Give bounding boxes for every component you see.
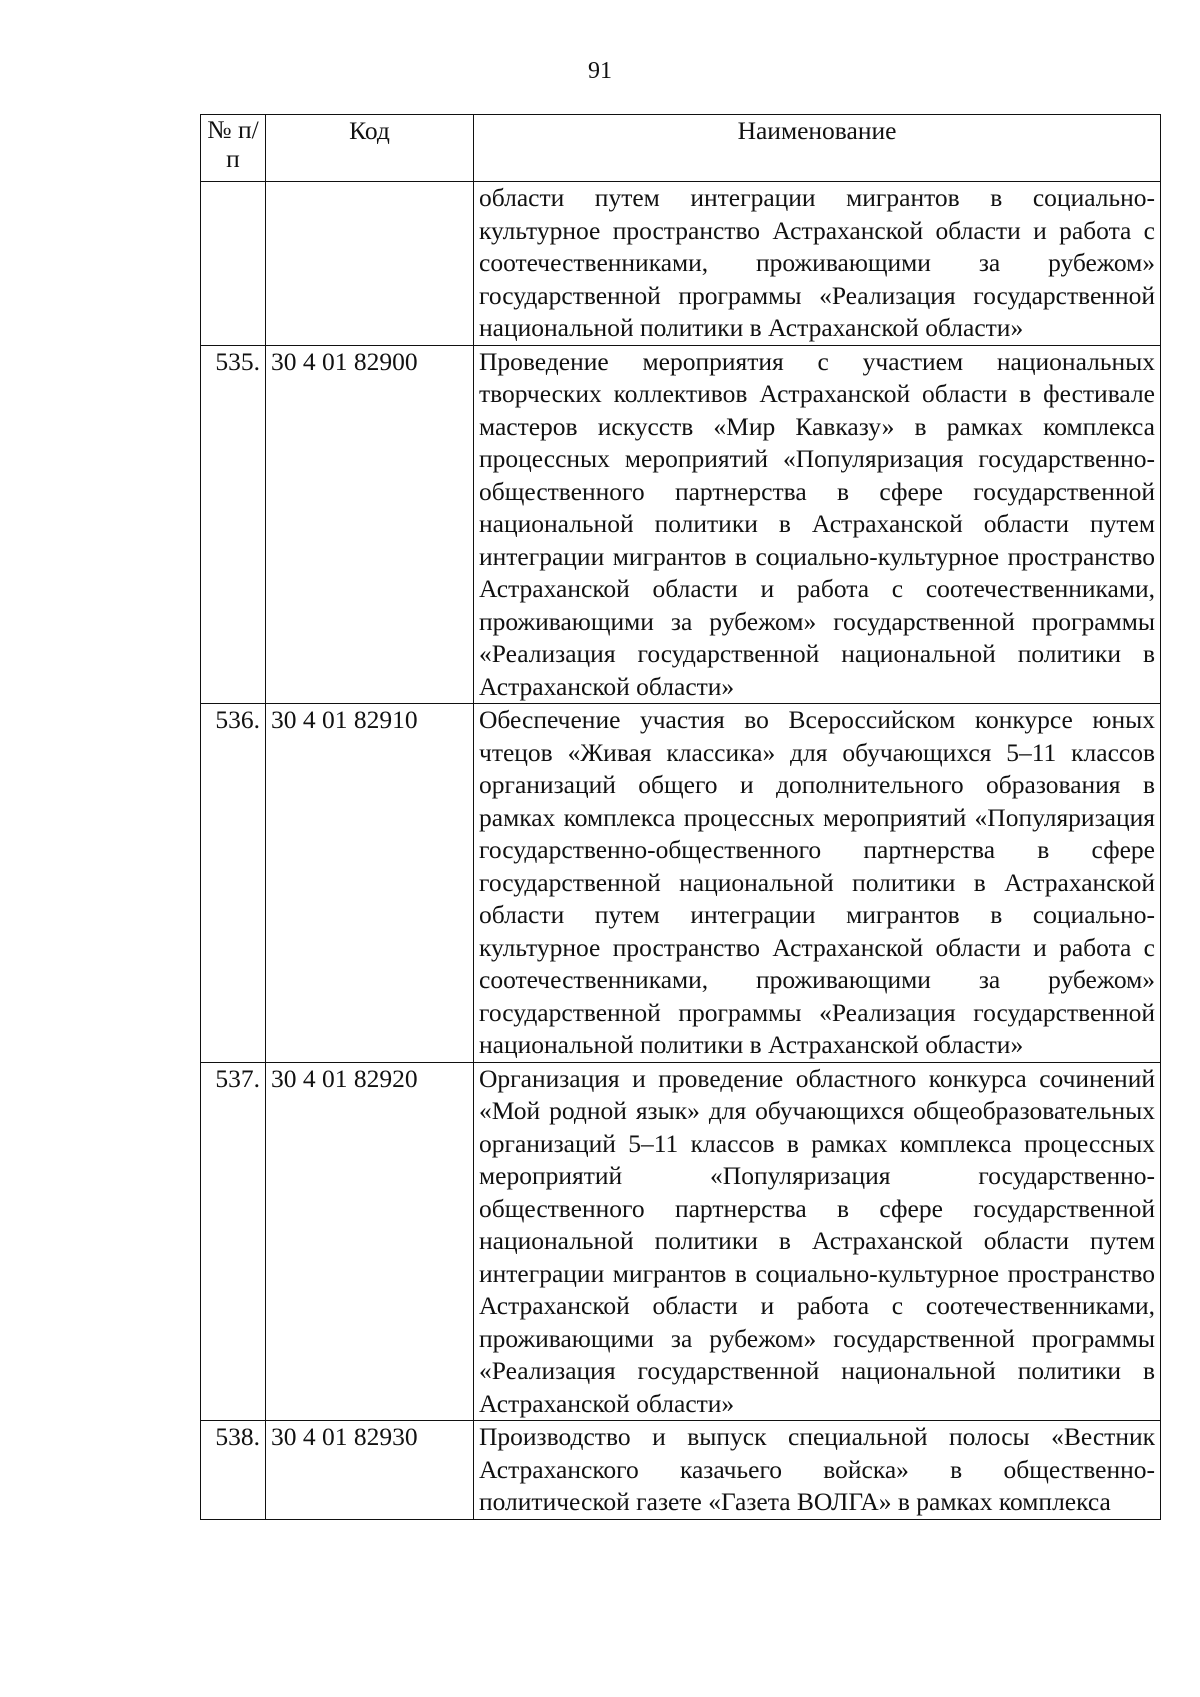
page-number: 91 — [588, 58, 612, 84]
row-number: 537. — [201, 1062, 266, 1421]
row-name: Организация и проведение областного конкурса сочинений «Мой родной язык» для обучающихся общеобразовательных организаций 5–11 классов в рамках комплекса процессных мероприятий «Популяризация государственно-общественного партнерства в сфере государственной национальной политики в Астраханской области путем интеграции мигрантов в социально-культурное пространство Астраханской области и работа с соотечественниками, проживающими за рубежом» государственной программы «Реализация государственной национальной политики в Астраханской области» — [474, 1062, 1161, 1421]
header-name: Наименование — [474, 115, 1161, 182]
row-code: 30 4 01 82930 — [266, 1421, 474, 1520]
row-name: Производство и выпуск специальной полосы «Вестник Астраханского казачьего войска» в общественно-политической газете «Газета ВОЛГА» в рамках комплекса — [474, 1421, 1161, 1520]
table-row — [201, 1062, 1161, 1421]
header-code: Код — [266, 115, 474, 182]
table-row — [201, 1421, 1161, 1520]
row-number: 535. — [201, 345, 266, 704]
row-name: Проведение мероприятия с участием национальных творческих коллективов Астраханской области в фестивале мастеров искусств «Мир Кавказу» в рамках комплекса процессных мероприятий «Популяризация государственно-общественного партнерства в сфере государственной национальной политики в Астраханской области путем интеграции мигрантов в социально-культурное пространство Астраханской области и работа с соотечественниками, проживающими за рубежом» государственной программы «Реализация государственной национальной политики в Астраханской области» — [474, 345, 1161, 704]
row-code: 30 4 01 82910 — [266, 704, 474, 1063]
row-code: 30 4 01 82920 — [266, 1062, 474, 1421]
row-number — [201, 182, 266, 346]
table-row — [201, 704, 1161, 1063]
row-code: 30 4 01 82900 — [266, 345, 474, 704]
row-name: Обеспечение участия во Всероссийском конкурсе юных чтецов «Живая классика» для обучающихся 5–11 классов организаций общего и дополнительного образования в рамках комплекса процессных мероприятий «Популяризация государственно-общественного партнерства в сфере государственной национальной политики в Астраханской области путем интеграции мигрантов в социально-культурное пространство Астраханской области и работа с соотечественниками, проживающими за рубежом» государственной программы «Реализация государственной национальной политики в Астраханской области» — [474, 704, 1161, 1063]
budget-classification-table — [200, 114, 1161, 1520]
table-row — [201, 182, 1161, 346]
table-header-row — [201, 115, 1161, 182]
header-number: № п/п — [201, 115, 266, 182]
row-code — [266, 182, 474, 346]
row-number: 538. — [201, 1421, 266, 1520]
table-row — [201, 345, 1161, 704]
row-number: 536. — [201, 704, 266, 1063]
row-name: области путем интеграции мигрантов в социально-культурное пространство Астраханской области и работа с соотечественниками, проживающими за рубежом» государственной программы «Реализация государственной национальной политики в Астраханской области» — [474, 182, 1161, 346]
